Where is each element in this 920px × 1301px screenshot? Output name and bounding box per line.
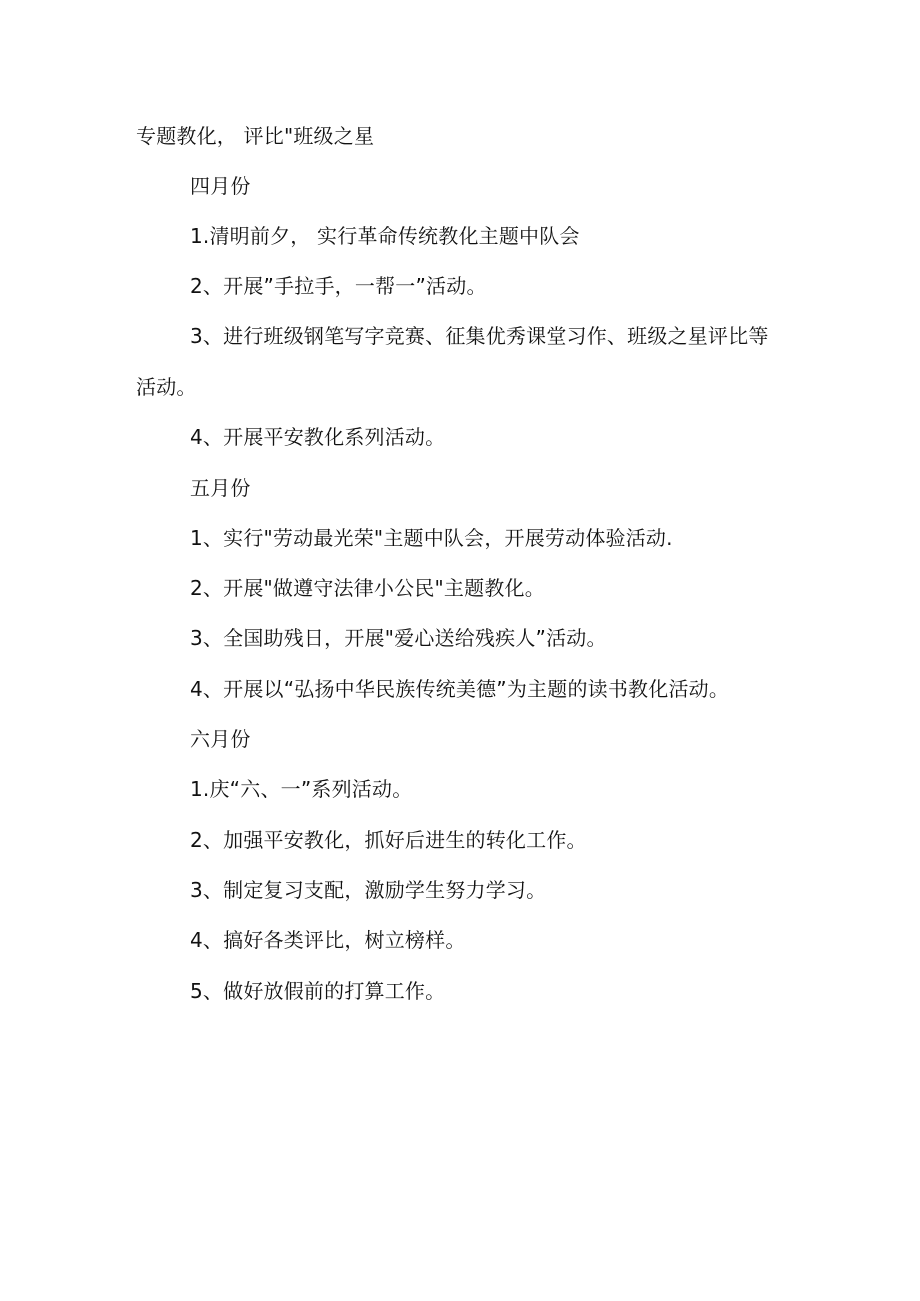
month-heading-may: 五月份 (190, 476, 251, 500)
month-heading-june: 六月份 (190, 727, 251, 751)
list-item: 4、开展平安教化系列活动。 (190, 425, 446, 449)
text-line: 活动。 (136, 375, 197, 399)
list-item: 1、实行"劳动最光荣"主题中队会，开展劳动体验活动. (190, 526, 673, 550)
list-item: 2、开展"做遵守法律小公民"主题教化。 (190, 576, 545, 600)
list-item: 4、搞好各类评比，树立榜样。 (190, 928, 466, 952)
list-item: 5、做好放假前的打算工作。 (190, 979, 446, 1003)
list-item: 3、全国助残日，开展"爱心送给残疾人”活动。 (190, 626, 607, 650)
month-heading-april: 四月份 (190, 174, 251, 198)
list-item: 3、制定复习支配，激励学生努力学习。 (190, 878, 547, 902)
list-item: 1.清明前夕， 实行革命传统教化主题中队会 (190, 224, 580, 248)
list-item: 3、进行班级钢笔写字竞赛、征集优秀课堂习作、班级之星评比等 (190, 324, 769, 348)
text-line: 专题教化， 评比"班级之星 (136, 124, 375, 148)
list-item: 2、加强平安教化，抓好后进生的转化工作。 (190, 828, 587, 852)
list-item: 4、开展以“弘扬中华民族传统美德”为主题的读书教化活动。 (190, 677, 730, 701)
list-item: 2、开展”手拉手，一帮一”活动。 (190, 274, 487, 298)
list-item: 1.庆“六、一”系列活动。 (190, 777, 413, 801)
